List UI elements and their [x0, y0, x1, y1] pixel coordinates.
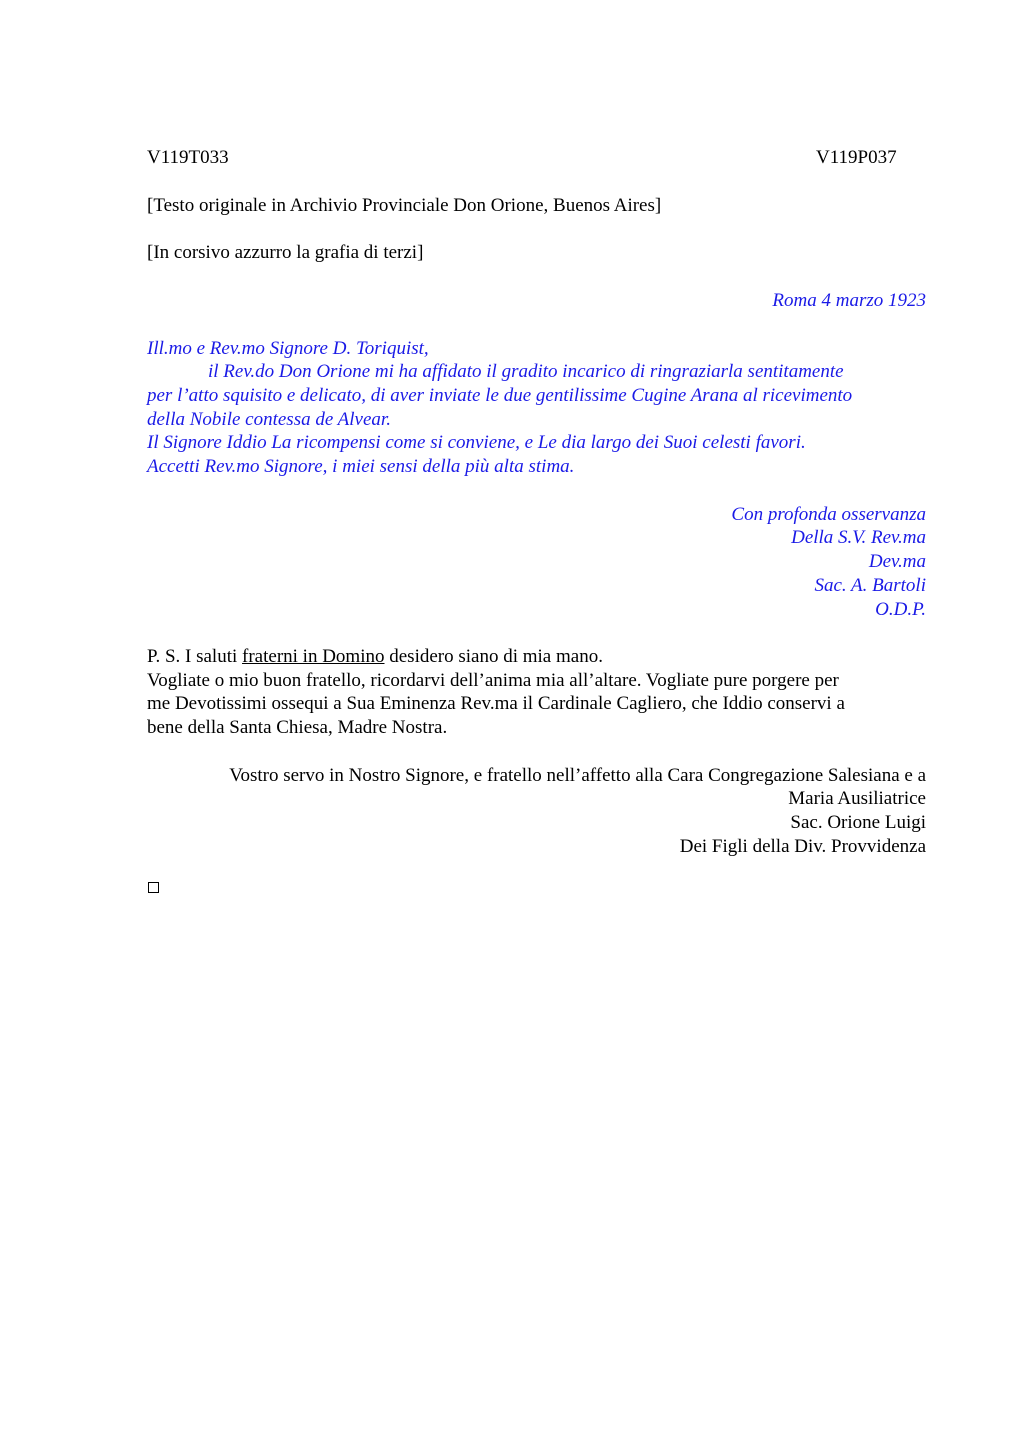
letter-body-line: il Rev.do Don Orione mi ha affidato il gradito incarico di ringraziarla sentitamente	[208, 361, 844, 382]
doc-code-right: V119P037	[816, 147, 897, 168]
postscript-first-line	[147, 645, 603, 669]
archive-note: [Testo originale in Archivio Provinciale Don Orione, Buenos Aires]	[147, 195, 662, 216]
end-marker-square-icon	[148, 882, 159, 893]
postscript-body-line: bene della Santa Chiesa, Madre Nostra.	[147, 717, 448, 738]
letter-salutation: Ill.mo e Rev.mo Signore D. Toriquist,	[147, 338, 429, 359]
letter-body-line: Il Signore Iddio La ricompensi come si conviene, e Le dia largo dei Suoi celesti favori.	[147, 432, 806, 453]
signoff-order: Dei Figli della Div. Provvidenza	[679, 836, 926, 857]
letter-body-line: della Nobile contessa de Alvear.	[147, 409, 391, 430]
doc-code-left: V119T033	[147, 147, 229, 168]
letter-closing-line: Con profonda osservanza	[731, 504, 926, 525]
letter-date: Roma 4 marzo 1923	[772, 290, 926, 311]
letter-closing-line: Della S.V. Rev.ma	[791, 527, 926, 548]
ps-suffix: desidero siano di mia mano.	[384, 646, 603, 667]
ps-prefix: P. S. I saluti	[147, 646, 243, 667]
letter-body-line: per l’atto squisito e delicato, di aver inviate le due gentilissime Cugine Arana al ricevimento	[147, 385, 853, 406]
letter-signature: Sac. A. Bartoli	[814, 575, 926, 596]
signoff-line: Maria Ausiliatrice	[788, 788, 926, 809]
ps-underlined-phrase: fraterni in Domino	[242, 646, 385, 667]
third-party-note: [In corsivo azzurro la grafia di terzi]	[147, 242, 424, 263]
signoff-signature: Sac. Orione Luigi	[790, 812, 926, 833]
letter-body-line: Accetti Rev.mo Signore, i miei sensi della più alta stima.	[147, 456, 575, 477]
letter-signature-order: O.D.P.	[875, 599, 926, 620]
signoff-line: Vostro servo in Nostro Signore, e fratello nell’affetto alla Cara Congregazione Salesiana e a	[229, 765, 926, 786]
letter-closing-line: Dev.ma	[868, 551, 926, 572]
postscript-body-line: Vogliate o mio buon fratello, ricordarvi dell’anima mia all’altare. Vogliate pure porgere per	[147, 670, 839, 691]
postscript-body-line: me Devotissimi ossequi a Sua Eminenza Rev.ma il Cardinale Cagliero, che Iddio conservi a	[147, 693, 845, 714]
